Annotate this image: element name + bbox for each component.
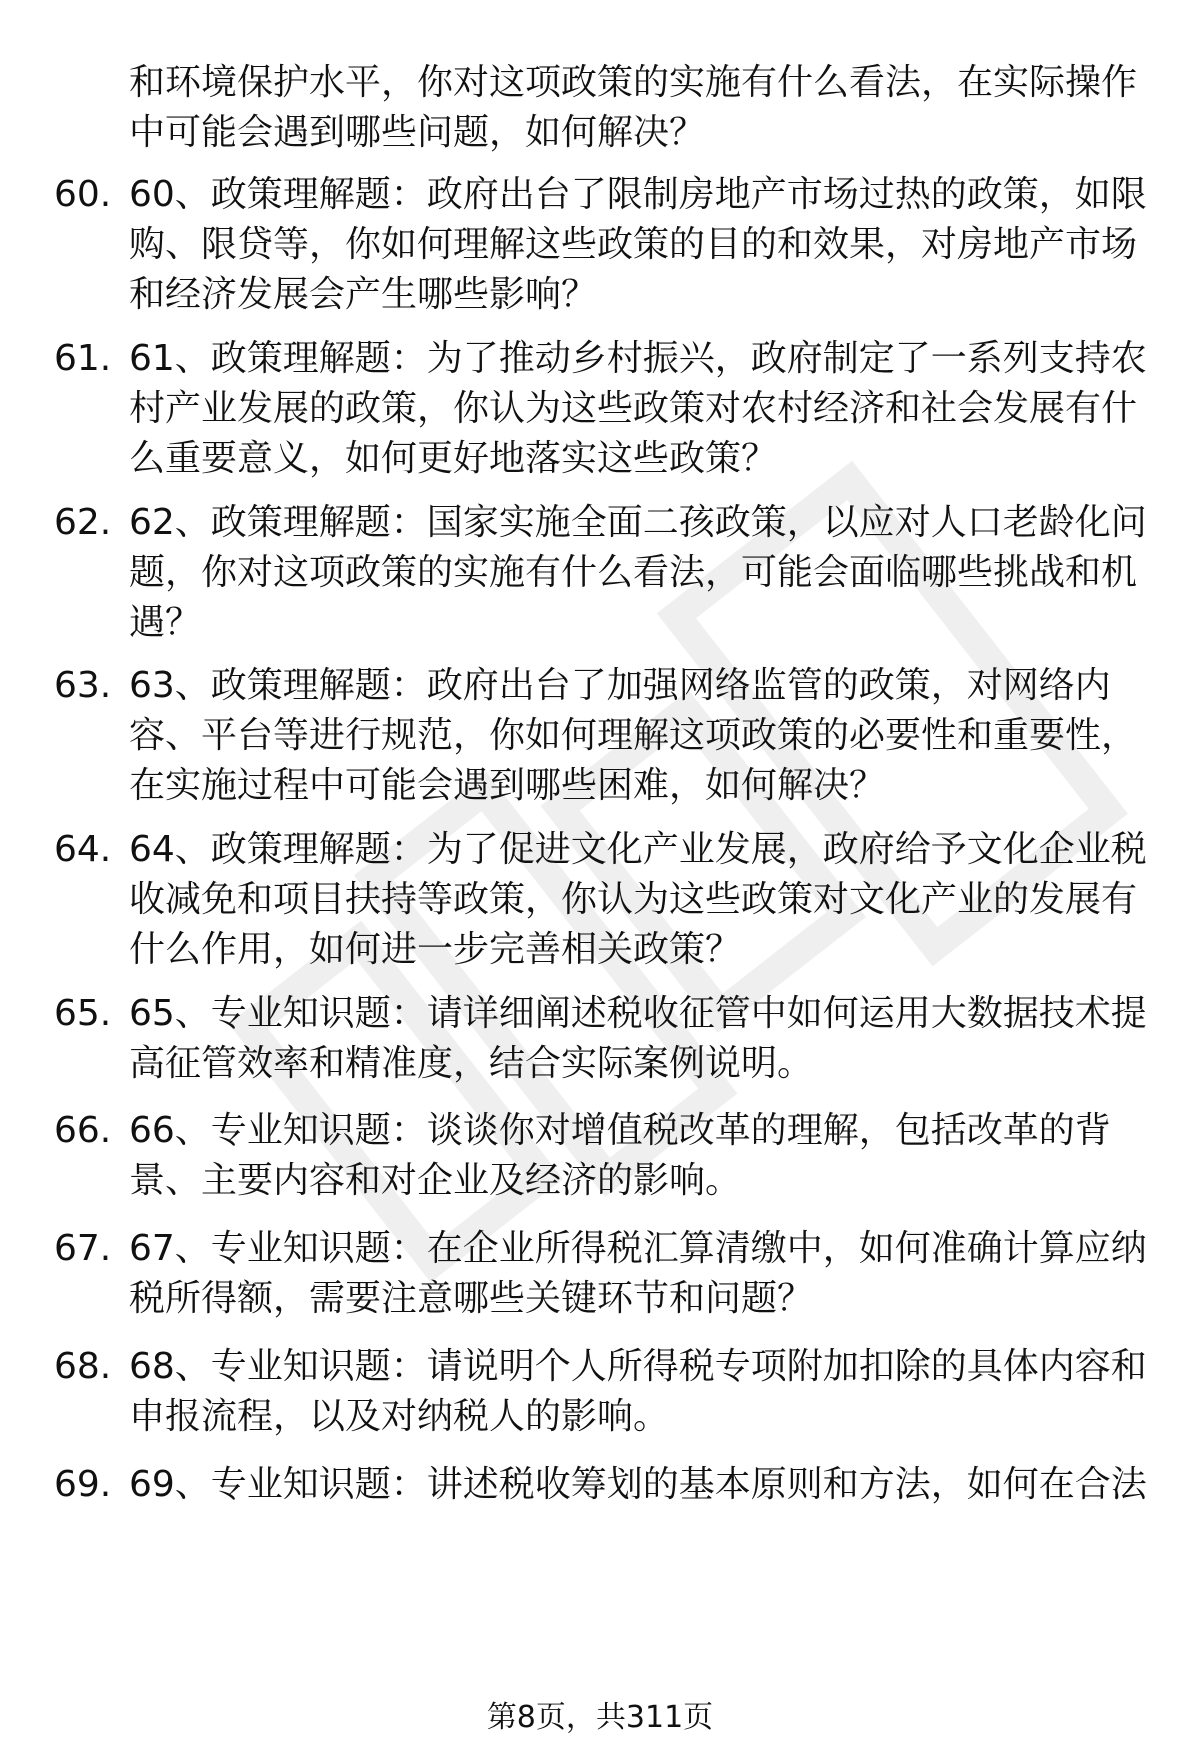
question-number: 63.	[54, 665, 112, 706]
question-text: 62、政策理解题：国家实施全面二孩政策，以应对人口老龄化问题，你对这项政策的实施有什么看法，可能会面临哪些挑战和机遇？	[129, 502, 1147, 643]
question-text: 63、政策理解题：政府出台了加强网络监管的政策，对网络内容、平台等进行规范，你如何理解这项政策的必要性和重要性，在实施过程中可能会遇到哪些困难，如何解决？	[129, 665, 1138, 806]
question-item	[54, 661, 1159, 811]
question-item	[54, 498, 1159, 648]
question-text: 67、专业知识题：在企业所得税汇算清缴中，如何准确计算应纳税所得额，需要注意哪些关键环节和问题？	[129, 1228, 1147, 1319]
question-number: 68.	[54, 1346, 112, 1387]
question-item	[54, 1106, 1159, 1206]
question-text: 66、专业知识题：谈谈你对增值税改革的理解，包括改革的背景、主要内容和对企业及经济的影响。	[129, 1110, 1111, 1201]
continued-question-text: 和环境保护水平，你对这项政策的实施有什么看法，在实际操作中可能会遇到哪些问题，如何解决？	[129, 62, 1138, 153]
page-footer: 第8页，共311页	[486, 1700, 714, 1735]
question-item	[54, 825, 1159, 975]
question-item	[54, 334, 1159, 484]
question-number: 67.	[54, 1228, 112, 1269]
question-item	[54, 1342, 1159, 1442]
question-number: 60.	[54, 174, 112, 215]
question-item	[54, 170, 1159, 320]
question-number: 65.	[54, 993, 112, 1034]
question-text: 60、政策理解题：政府出台了限制房地产市场过热的政策，如限购、限贷等，你如何理解这些政策的目的和效果，对房地产市场和经济发展会产生哪些影响？	[129, 174, 1147, 315]
question-text: 68、专业知识题：请说明个人所得税专项附加扣除的具体内容和申报流程，以及对纳税人的影响。	[129, 1346, 1147, 1437]
question-item	[54, 989, 1159, 1089]
question-item	[54, 1224, 1159, 1324]
question-text: 65、专业知识题：请详细阐述税收征管中如何运用大数据技术提高征管效率和精准度，结合实际案例说明。	[129, 993, 1147, 1084]
question-number: 69.	[54, 1464, 112, 1505]
question-number: 64.	[54, 829, 112, 870]
question-number: 62.	[54, 502, 112, 543]
question-number: 61.	[54, 338, 112, 379]
question-item	[54, 1460, 1159, 1510]
question-text: 61、政策理解题：为了推动乡村振兴，政府制定了一系列支持农村产业发展的政策，你认为这些政策对农村经济和社会发展有什么重要意义，如何更好地落实这些政策？	[129, 338, 1147, 479]
question-text: 69、专业知识题：讲述税收筹划的基本原则和方法，如何在合法	[129, 1464, 1147, 1505]
question-number: 66.	[54, 1110, 112, 1151]
question-text: 64、政策理解题：为了促进文化产业发展，政府给予文化企业税收减免和项目扶持等政策，你认为这些政策对文化产业的发展有什么作用，如何进一步完善相关政策？	[129, 829, 1147, 970]
